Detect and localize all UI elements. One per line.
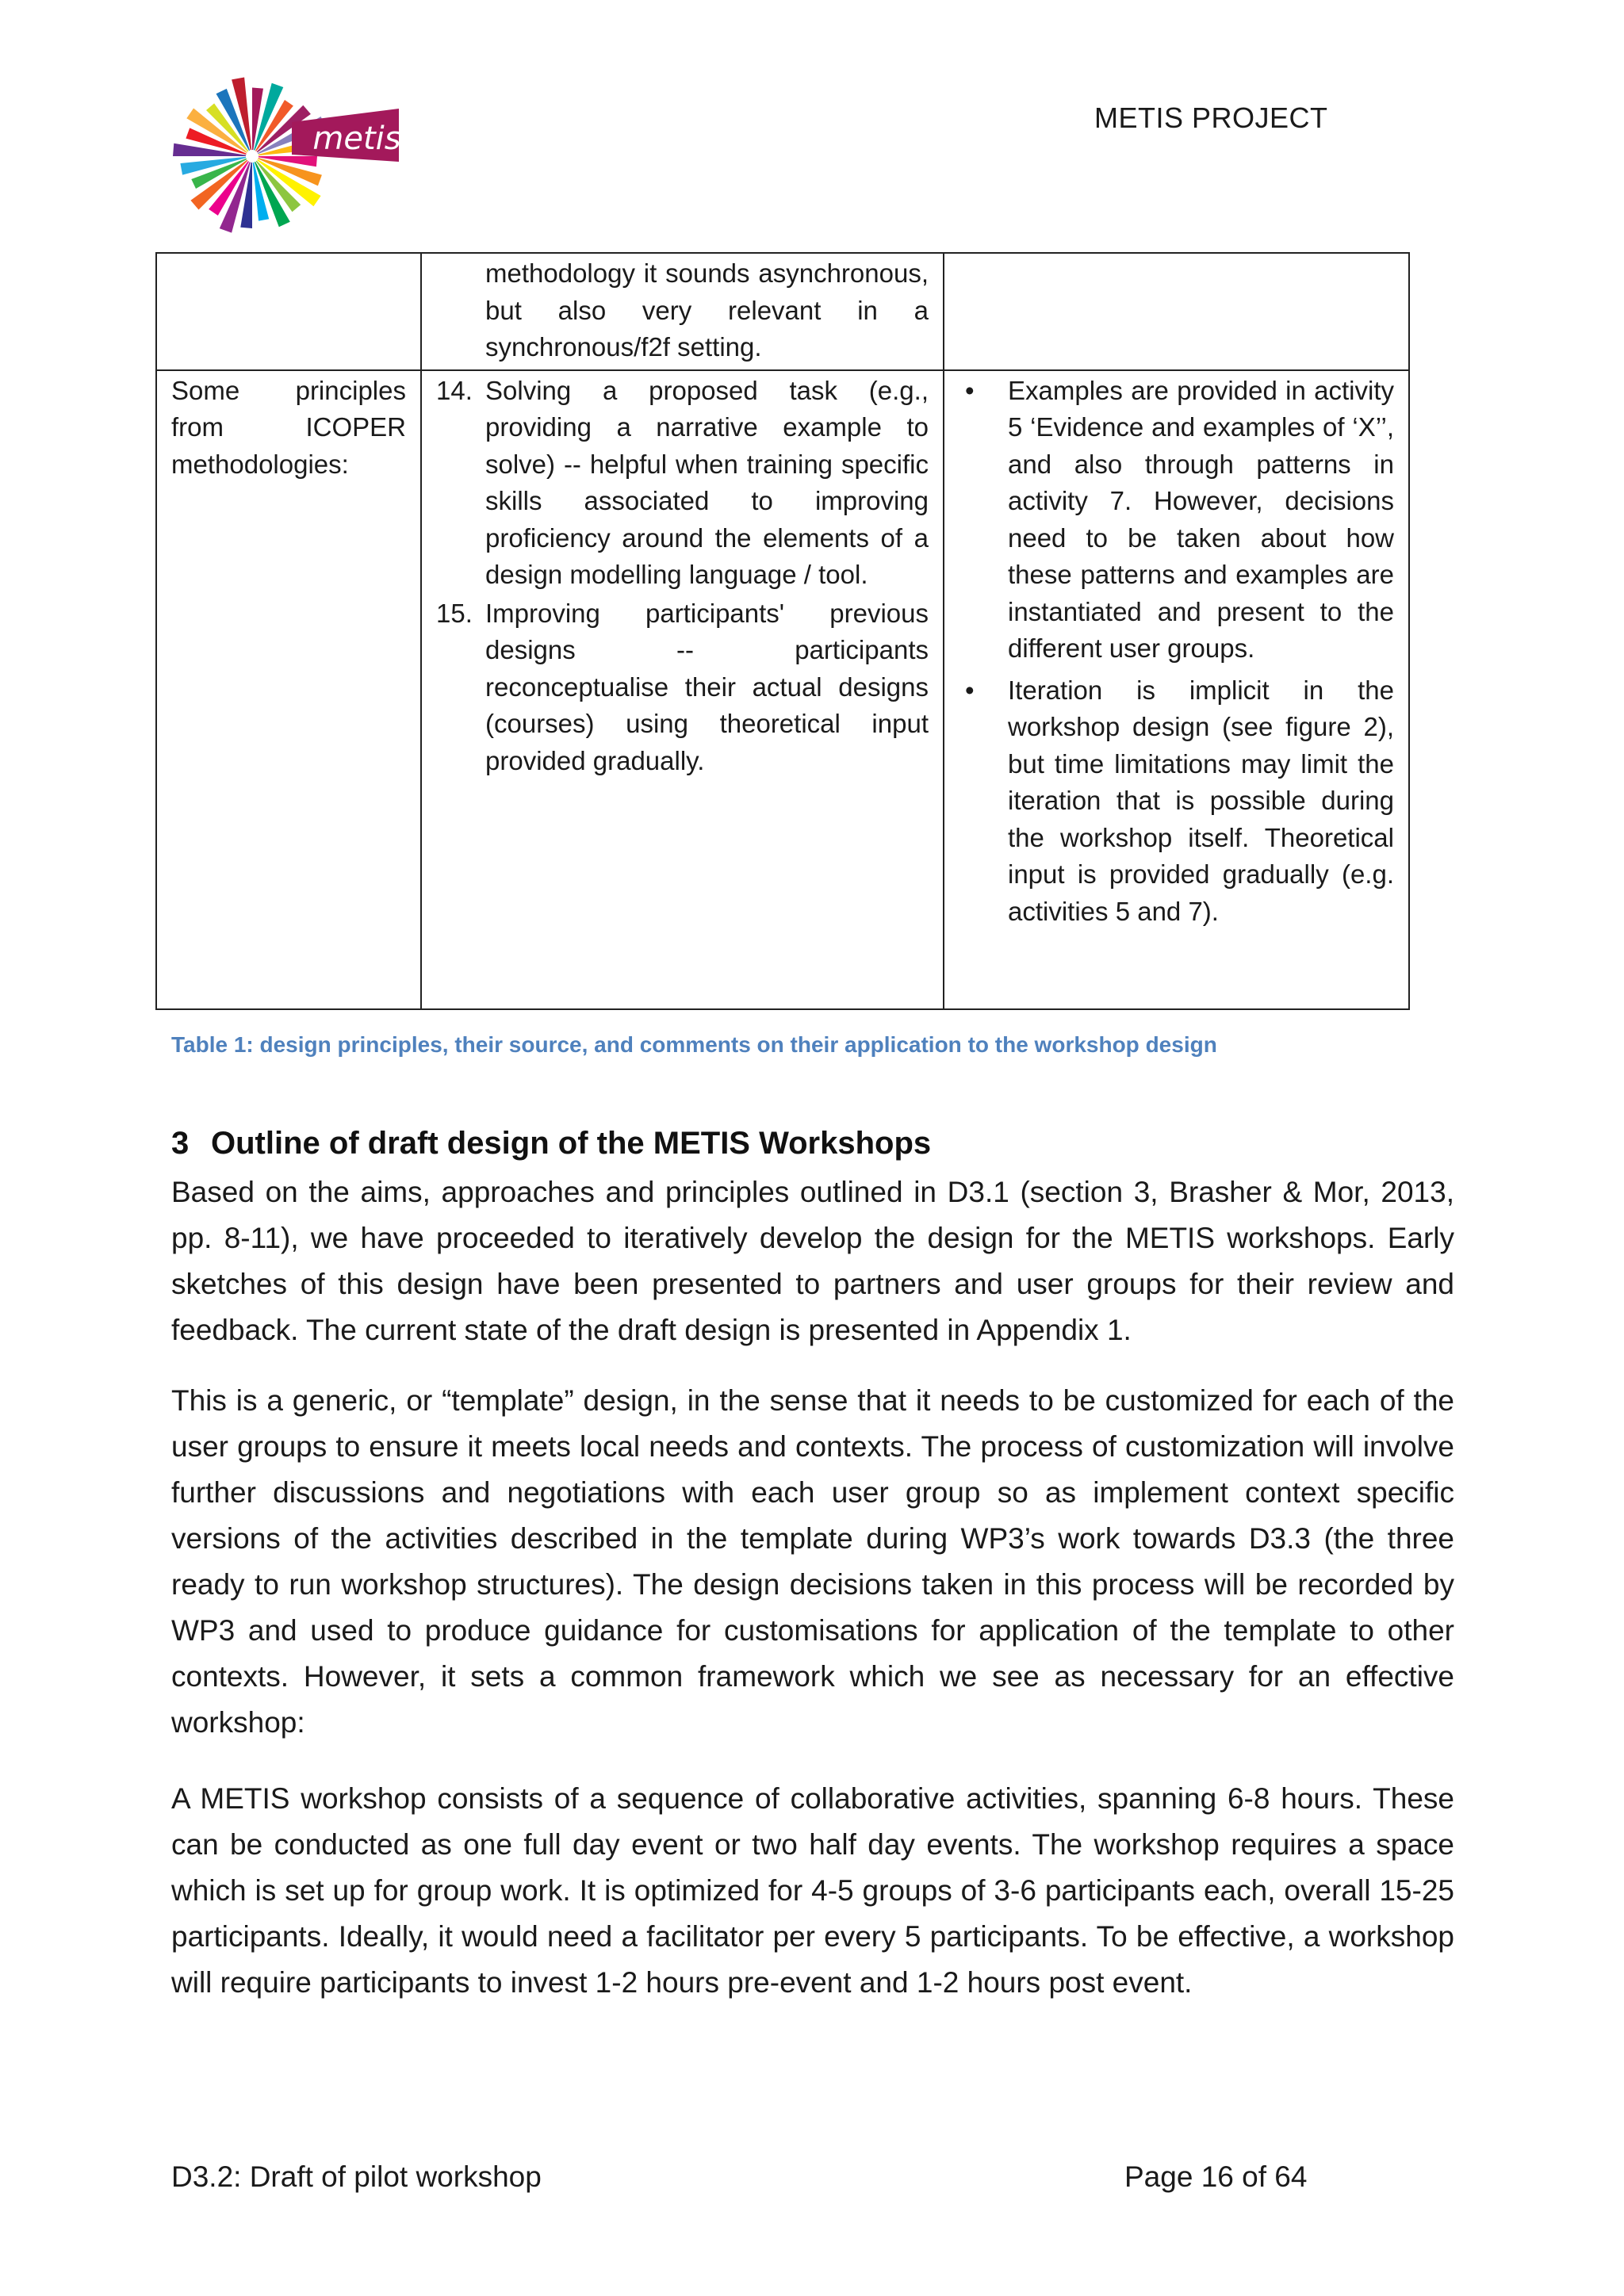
table-cell [421,370,944,1009]
list-item [959,672,1394,931]
bullet-icon: • [965,375,975,405]
list-item [959,373,1394,668]
section-title: Outline of draft design of the METIS Workshops [211,1126,932,1161]
project-title: METIS PROJECT [1094,101,1328,134]
numbered-list [436,373,929,780]
body-paragraph: Based on the aims, approaches and principles outlined in D3.1 (section 3, Brasher & Mor, 2013, pp. 8-11), we have proceeded to iteratively develop the design for the METIS workshops. Early sketches of this design have been presented to partners and user groups for their review and feedback. The current state of the draft design is presented in Appendix 1. [171,1176,1454,1346]
table-cell [156,370,421,1009]
footer-document-title: D3.2: Draft of pilot workshop [171,2160,542,2193]
body-paragraph: A METIS workshop consists of a sequence of collaborative activities, spanning 6-8 hours. These can be conducted as one full day event or two half day events. The workshop requires a space which is set up for group work. It is optimized for 4-5 groups of 3-6 participants each, overall 15-25 participants. Ideally, it would need a facilitator per every 5 participants. To be effective, a workshop will require participants to invest 1-2 hours pre-event and 1-2 hours post event. [171,1782,1454,1999]
list-item [436,595,929,780]
cell-text: Some principles from ICOPER methodologies: [171,375,406,479]
table-cell [944,370,1409,1009]
list-number: 15. [436,598,473,628]
principles-table [155,252,1410,1010]
section-heading [171,1126,931,1161]
bullet-list [959,373,1394,931]
list-number: 14. [436,375,473,405]
list-text: Improving participants' previous designs -- participants reconceptualise their actual designs (courses) using theoretical input provided gradually. [485,598,929,775]
table-caption: Table 1: design principles, their source, and comments on their application to the workshop design [171,1032,1217,1057]
body-paragraph: This is a generic, or “template” design, in the sense that it needs to be customized for each of the user groups to ensure it meets local needs and contexts. The process of customization will involve further discussions and negotiations with each user group so as implement context specific versions of the activities described in the template during WP3’s work towards D3.3 (the three ready to run workshop structures). The design decisions taken in this process will be recorded by WP3 and used to produce guidance for customisations for application of the template to other contexts. However, it sets a common framework which we see as necessary for an effective workshop: [171,1384,1454,1739]
footer-page-number: Page 16 of 64 [1124,2160,1308,2193]
table-cell [421,253,944,370]
section-number: 3 [171,1126,190,1161]
logo-text: metis [312,121,401,157]
table-cell [944,253,1409,370]
list-text: Examples are provided in activity 5 ‘Evidence and examples of ‘X’’, and also through patterns in activity 7. However, decisions need to be taken about how these patterns and examples are instantiated and present to the different user groups. [1008,375,1394,663]
table-row [156,370,1409,1009]
metis-logo [173,73,403,239]
bullet-icon: • [965,675,975,705]
table-row [156,253,1409,370]
list-item [436,373,929,594]
list-text: Iteration is implicit in the workshop design (see figure 2), but time limitations may limit the iteration that is possible during the workshop itself. Theoretical input is provided gradually (e.g. activities 5 and 7). [1008,675,1394,926]
cell-text: methodology it sounds asynchronous, but also very relevant in a synchronous/f2f setting. [485,258,929,362]
list-text: Solving a proposed task (e.g., providing a narrative example to solve) -- helpful when training specific skills associated to improving proficiency around the elements of a design modelling language / tool. [485,375,929,589]
table-cell [156,253,421,370]
